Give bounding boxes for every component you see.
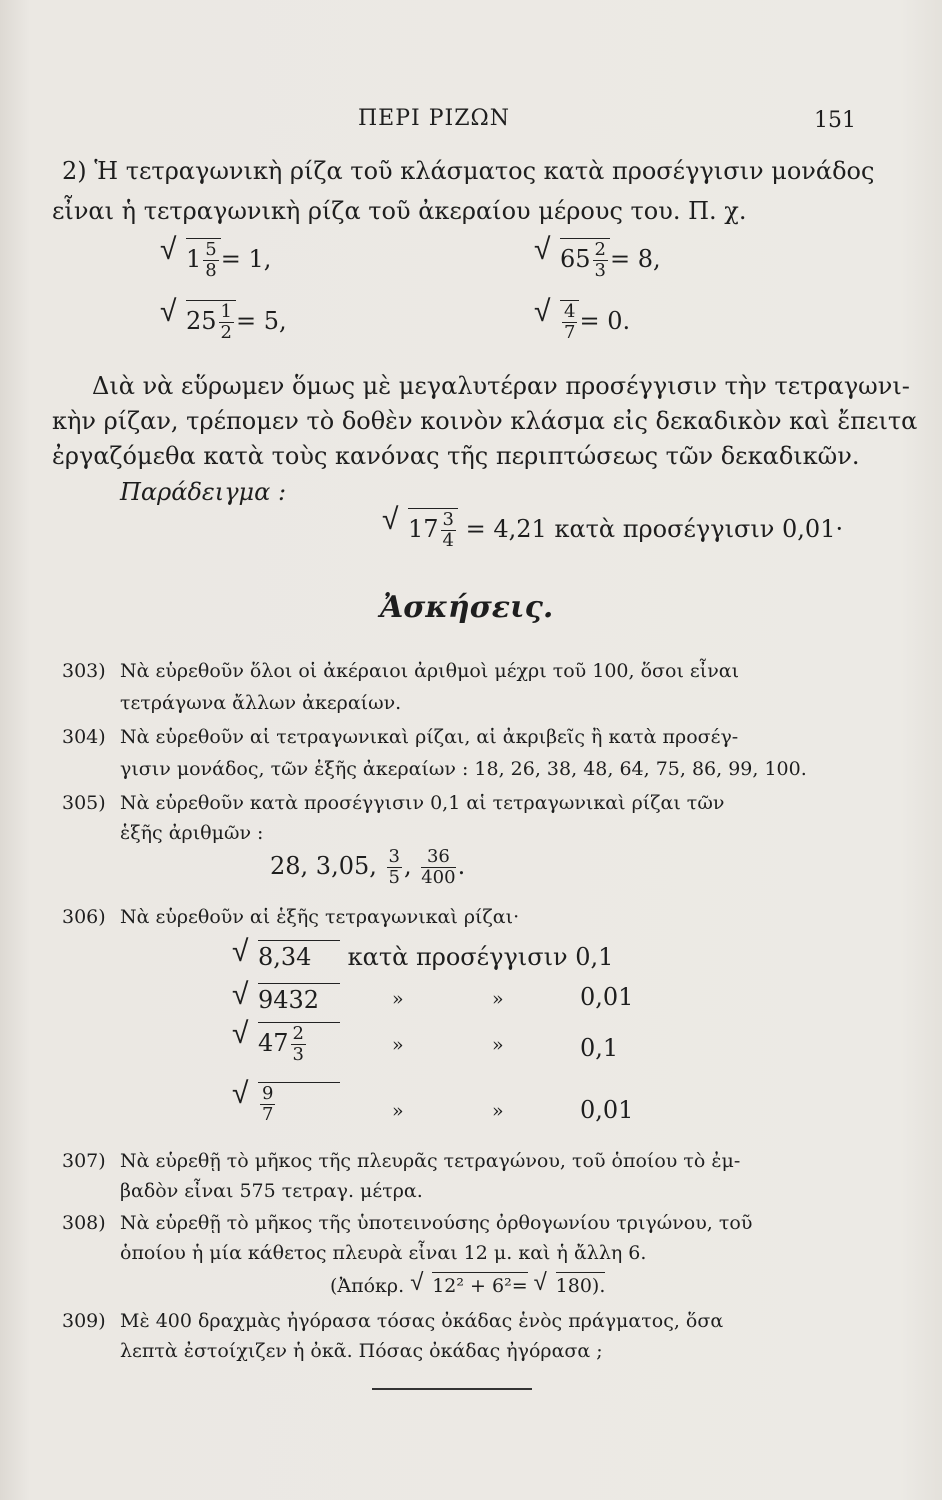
exercise-line: τετράγωνα ἄλλων ἀκεραίων. — [120, 692, 402, 714]
paragraph-line: ἐργαζόμεθα κατὰ τοὺς κανόνας τῆς περιπτώσεως τῶν δεκαδικῶν. — [52, 442, 860, 470]
root-row-3-root: √ 47 $\frac{2}{3}$ — [232, 1022, 340, 1064]
exercise-number: 304) — [62, 726, 106, 748]
exercise-line: λεπτὰ ἐστοίχιζεν ἡ ὀκᾶ. Πόσας ὀκάδας ἠγόρασα ; — [120, 1340, 603, 1362]
exercise-number: 307) — [62, 1150, 106, 1172]
formula-example-4: √ $\frac{4}{7}$ = 0. — [534, 294, 631, 343]
example-formula: √ 17 $\frac{3}{4}$ = 4,21 κατὰ προσέγγισιν 0,01· — [382, 502, 844, 551]
ditto-mark: » — [492, 988, 504, 1010]
ditto-mark: » — [392, 1100, 404, 1122]
exercise-line: γισιν μονάδος, τῶν ἑξῆς ἀκεραίων : 18, 26, 38, 48, 64, 75, 86, 99, 100. — [120, 758, 807, 780]
exercise-number: 303) — [62, 660, 106, 682]
ditto-mark: » — [392, 1034, 404, 1056]
exercises-title: Ἀσκήσεις. — [380, 590, 554, 625]
exercise-number: 308) — [62, 1212, 106, 1234]
exercise-308-answer: (Ἀπόκρ. √ 12² + 6²= √ 180). — [330, 1268, 606, 1297]
exercise-line: Νὰ εὑρεθοῦν αἱ τετραγωνικαὶ ρίζαι, αἱ ἀκριβεῖς ἢ κατὰ προσέγ- — [120, 726, 739, 748]
ditto-mark: » — [492, 1100, 504, 1122]
exercise-line: ἑξῆς ἀριθμῶν : — [120, 822, 264, 844]
end-rule — [372, 1388, 532, 1390]
formula-example-2: √ 65 $\frac{2}{3}$ = 8, — [534, 232, 661, 281]
ditto-mark: » — [392, 988, 404, 1010]
exercise-number: 306) — [62, 906, 106, 928]
root-row-4-root: √ $\frac{9}{7}$ — [232, 1082, 340, 1124]
paragraph-line: 2) Ἡ τετραγωνικὴ ρίζα τοῦ κλάσματος κατὰ προσέγγισιν μονάδος — [62, 157, 875, 185]
formula-example-3: √ 25 $\frac{1}{2}$ = 5, — [160, 294, 287, 343]
root-row-3-value: 0,1 — [580, 1034, 619, 1062]
running-header: ΠΕΡΙ ΡΙΖΩΝ — [358, 106, 511, 131]
ditto-mark: » — [492, 1034, 504, 1056]
exercise-line: Μὲ 400 δραχμὰς ἠγόρασα τόσας ὀκάδας ἑνὸς πράγματος, ὅσα — [120, 1310, 724, 1332]
root-row-1: √ 8,34 κατὰ προσέγγισιν 0,1 — [232, 934, 614, 971]
exercise-line: Νὰ εὑρεθοῦν αἱ ἑξῆς τετραγωνικαὶ ρίζαι· — [120, 906, 520, 928]
exercise-line: βαδὸν εἶναι 575 τετραγ. μέτρα. — [120, 1180, 423, 1202]
paragraph-line: Διὰ νὰ εὕρωμεν ὅμως μὲ μεγαλυτέραν προσέγγισιν τὴν τετραγωνι- — [92, 372, 910, 400]
root-row-4-value: 0,01 — [580, 1096, 634, 1124]
paragraph-line: κὴν ρίζαν, τρέπομεν τὸ δοθὲν κοινὸν κλάσμα εἰς δεκαδικὸν καὶ ἔπειτα — [52, 407, 918, 435]
exercise-line: Νὰ εὑρεθοῦν ὅλοι οἱ ἀκέραιοι ἀριθμοὶ μέχρι τοῦ 100, ὅσοι εἶναι — [120, 660, 740, 682]
exercise-line: Νὰ εὑρεθῇ τὸ μῆκος τῆς ὑποτεινούσης ὀρθογωνίου τριγώνου, τοῦ — [120, 1212, 753, 1234]
exercise-number: 309) — [62, 1310, 106, 1332]
exercise-305-values: 28, 3,05, $\frac{3}{5}$ , $\frac{36}{400}$ . — [270, 846, 466, 888]
exercise-line: Νὰ εὑρεθῇ τὸ μῆκος τῆς πλευρᾶς τετραγώνου, τοῦ ὁποίου τὸ ἐμ- — [120, 1150, 741, 1172]
root-row-2-value: 0,01 — [580, 983, 634, 1011]
page-number: 151 — [814, 108, 856, 133]
exercise-line: ὁποίου ἡ μία κάθετος πλευρὰ εἶναι 12 μ. καὶ ἡ ἄλλη 6. — [120, 1242, 647, 1264]
exercise-number: 305) — [62, 792, 106, 814]
root-row-2-root: √ 9432 — [232, 983, 340, 1014]
exercise-line: Νὰ εὑρεθοῦν κατὰ προσέγγισιν 0,1 αἱ τετραγωνικαὶ ρίζαι τῶν — [120, 792, 725, 814]
example-label: Παράδειγμα : — [120, 478, 287, 506]
formula-example-1: √ 1 $\frac{5}{8}$ = 1, — [160, 232, 272, 281]
paragraph-line: εἶναι ἡ τετραγωνικὴ ρίζα τοῦ ἀκεραίου μέρους του. Π. χ. — [52, 197, 747, 225]
